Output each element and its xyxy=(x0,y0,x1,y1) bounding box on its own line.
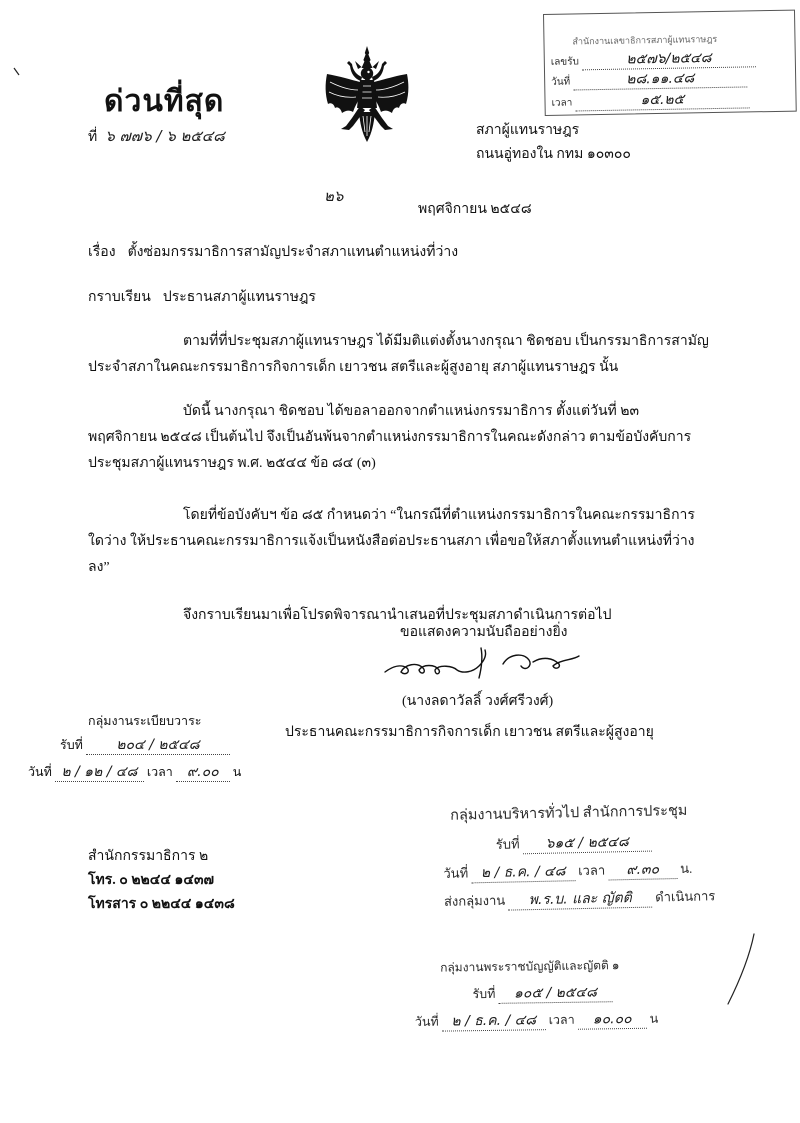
time-unit: น. xyxy=(679,860,693,876)
received-date: ๒ / ๑๒ / ๔๘ xyxy=(55,764,144,782)
received-label: รับที่ xyxy=(60,738,83,752)
received-label: รับที่ xyxy=(495,836,520,852)
pen-stroke-mark xyxy=(722,930,758,1008)
time-unit: น xyxy=(232,765,242,779)
received-number: ๒๕๗๖/๒๕๔๘ xyxy=(582,49,756,70)
bills-group-receipt-stamp xyxy=(414,954,715,1038)
salutation-label: กราบเรียน xyxy=(88,290,151,305)
stamp-header: กลุ่มงานพระราชบัญญัติและญัตติ ๑ xyxy=(440,958,620,975)
signatory-position: ประธานคณะกรรมาธิการกิจการเด็ก เยาวชน สตรีและผู้สูงอายุ xyxy=(285,725,654,740)
received-date: ๒๘.๑๑.๔๘ xyxy=(573,69,747,90)
stray-pen-mark xyxy=(12,66,22,78)
contact-phone: โทร. ๐ ๒๒๔๔ ๑๔๓๗ xyxy=(88,873,215,888)
forward-to: พ.ร.บ. และ ญัตติ xyxy=(508,890,652,911)
time-label: เวลา xyxy=(146,765,173,779)
stamp-time-row xyxy=(551,90,752,113)
stamp-date-row xyxy=(551,69,750,91)
received-date: ๒ / ธ.ค. / ๔๘ xyxy=(442,1012,546,1031)
received-time: ๙.๐๐ xyxy=(176,764,230,782)
date-label: วันที่ xyxy=(414,1014,439,1029)
received-label: เลขรับ xyxy=(550,56,580,68)
subject-label: เรื่อง xyxy=(88,245,116,260)
stamp-forward-row xyxy=(444,886,716,912)
stamp-header: กลุ่มงานบริหารทั่วไป สำนักการประชุม xyxy=(450,802,688,824)
contact-fax: โทรสาร ๐ ๒๒๔๔ ๑๔๓๘ xyxy=(88,897,235,912)
agenda-stamp-header: กลุ่มงานระเบียบวาระ xyxy=(88,714,202,728)
forward-label: ส่งกลุ่มงาน xyxy=(443,892,506,909)
stamp-received-row xyxy=(472,982,615,1004)
stamp-received-row xyxy=(496,832,655,855)
garuda-emblem-icon xyxy=(322,46,412,142)
reference-line xyxy=(88,126,225,148)
subject-text: ตั้งซ่อมกรรมาธิการสามัญประจำสภาแทนตำแหน่งที่ว่าง xyxy=(127,245,459,260)
agenda-stamp-received-row xyxy=(60,735,233,755)
reference-number: ๖ ๗๗๖ / ๖ ๒๕๔๘ xyxy=(105,127,225,145)
received-date: ๒ / ธ.ค. / ๔๘ xyxy=(471,863,575,883)
received-time: ๑๐.๐๐ xyxy=(578,1011,647,1030)
forward-suffix: ดำเนินการ xyxy=(655,888,716,905)
received-time: ๑๕.๒๕ xyxy=(575,90,749,111)
time-label: เวลา xyxy=(577,862,606,879)
stamp-received-row xyxy=(551,49,759,72)
sender-name: สภาผู้แทนราษฎร xyxy=(476,123,580,138)
paragraph-2: บัดนี้ นางกรุณา ชิดชอบ ได้ขอลาออกจากตำแหน่งกรรมาธิการ ตั้งแต่วันที่ ๒๓ พฤศจิกายน ๒๕๔๘ เป็นต้นไป จึงเป็นอันพ้นจากตำแหน่งกรรมาธิการในคณะดังกล่าว ตามข้อบังคับการประชุมสภาผู้แทนราษฎร พ.ศ. ๒๕๔๔ ข้อ ๘๔ (๓) xyxy=(88,404,692,471)
agenda-stamp-date-row xyxy=(28,762,241,782)
date-label: วันที่ xyxy=(443,865,469,881)
letter-body xyxy=(88,240,710,629)
received-number: ๒๐๔ / ๒๕๔๘ xyxy=(86,737,230,755)
time-unit: น xyxy=(649,1011,659,1026)
sender-address: ถนนอู่ทองใน กทม ๑๐๓๐๐ xyxy=(476,147,631,162)
signatory-name: (นางลดาวัลลิ์ วงศ์ศรีวงศ์) xyxy=(402,694,554,709)
received-number: ๑๐๕ / ๒๕๔๘ xyxy=(498,984,612,1004)
date-label: วันที่ xyxy=(28,765,52,779)
paragraph-4: จึงกราบเรียนมาเพื่อโปรดพิจารณานำเสนอที่ประชุมสภาดำเนินการต่อไป xyxy=(183,608,612,623)
paragraph-3: โดยที่ข้อบังคับฯ ข้อ ๘๕ กำหนดว่า “ในกรณีที่ตำแหน่งกรรมาธิการในคณะกรรมาธิการใดว่าง ให้ประธานคณะกรรมาธิการแจ้งเป็นหนังสือต่อประธานสภา เพื่อขอให้สภาตั้งแทนตำแหน่งที่ว่างลง” xyxy=(88,508,695,575)
stamp-date-row xyxy=(415,1009,659,1032)
secretariat-receipt-stamp xyxy=(543,10,797,116)
stamp-date-row xyxy=(443,859,692,884)
time-label: เวลา xyxy=(551,97,573,109)
subject-line xyxy=(88,240,710,266)
stamp-header: สำนักงานเลขาธิการสภาผู้แทนราษฎร xyxy=(572,33,718,47)
date-month-year: พฤศจิกายน ๒๕๔๘ xyxy=(418,202,532,217)
salutation-line xyxy=(88,285,710,311)
received-number: ๖๑๕ / ๒๕๔๘ xyxy=(522,834,651,855)
closing-phrase: ขอแสดงความนับถืออย่างยิ่ง xyxy=(400,625,568,640)
urgency-stamp: ด่วนที่สุด xyxy=(104,85,225,118)
time-label: เวลา xyxy=(548,1012,575,1028)
admin-group-receipt-stamp xyxy=(440,799,772,916)
paragraph-1: ตามที่ที่ประชุมสภาผู้แทนราษฎร ได้มีมติแต่งตั้งนางกรุณา ชิดชอบ เป็นกรรมาธิการสามัญประจำสภาในคณะกรรมาธิการกิจการเด็ก เยาวชน สตรีและผู้สูงอายุ สภาผู้แทนราษฎร นั้น xyxy=(88,334,709,375)
salutation-text: ประธานสภาผู้แทนราษฎร xyxy=(162,290,316,305)
date-label: วันที่ xyxy=(551,76,571,88)
date-day: ๒๖ xyxy=(324,187,344,205)
handwritten-signature xyxy=(383,640,583,690)
received-label: รับที่ xyxy=(472,986,496,1002)
reference-label: ที่ xyxy=(88,130,98,145)
contact-office: สำนักกรรมาธิการ ๒ xyxy=(88,849,209,864)
received-time: ๙.๓๐ xyxy=(608,861,677,880)
